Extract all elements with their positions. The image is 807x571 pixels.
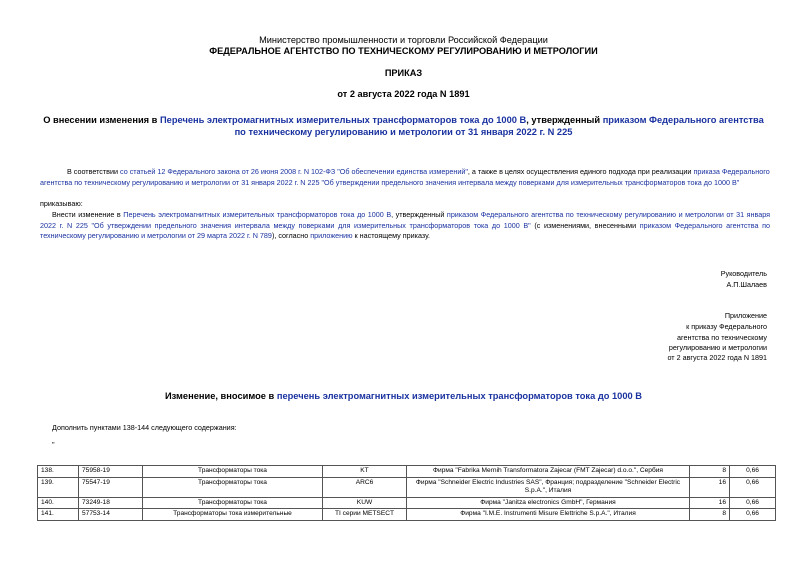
cell-reg: 75547-19 xyxy=(79,477,143,497)
cell-n: 141. xyxy=(38,509,79,521)
table-row xyxy=(38,509,776,521)
appendix-link[interactable]: приложению xyxy=(310,231,353,240)
cell-type: TI серии METSECT xyxy=(323,509,407,521)
signature-role: Руководитель xyxy=(720,269,767,278)
cell-accuracy: 0,66 xyxy=(730,509,776,521)
agency-name: ФЕДЕРАЛЬНОЕ АГЕНТСТВО ПО ТЕХНИЧЕСКОМУ РЕГУЛИРОВАНИЮ И МЕТРОЛОГИИ xyxy=(209,46,598,56)
cell-accuracy: 0,66 xyxy=(730,497,776,509)
supplement-text: Дополнить пунктами 138-144 следующего содержания: xyxy=(52,423,237,432)
signature-name: А.П.Шалаев xyxy=(726,280,767,289)
cell-reg: 75958-19 xyxy=(79,466,143,478)
preamble-paragraph xyxy=(40,167,770,188)
list-link[interactable]: Перечень электромагнитных измерительных трансформаторов тока до 1000 В xyxy=(123,210,392,219)
appendix-line-1: Приложение xyxy=(724,311,767,320)
order-paragraph xyxy=(40,210,770,242)
cell-name: Трансформаторы тока xyxy=(143,477,323,497)
cell-type: ARC6 xyxy=(323,477,407,497)
law-link[interactable]: со статьей 12 Федерального закона от 26 июня 2008 г. N 102-ФЗ "Об обеспечении единства измерений" xyxy=(120,167,468,176)
order-text: к настоящему приказу. xyxy=(352,231,430,240)
title-link-list[interactable]: Перечень электромагнитных измерительных трансформаторов тока до 1000 В xyxy=(159,115,527,125)
order-text: ), согласно xyxy=(271,231,311,240)
cell-interval: 16 xyxy=(690,477,730,497)
cell-name: Трансформаторы тока xyxy=(143,466,323,478)
cell-accuracy: 0,66 xyxy=(730,466,776,478)
appendix-line-2: к приказу Федерального xyxy=(686,322,767,331)
cell-maker: Фирма "Fabrika Mernih Transformatora Zajecar (FMT Zajecar) d.o.o.", Сербия xyxy=(407,466,690,478)
order-text: (с изменениями, внесенными xyxy=(530,220,640,230)
title-middle: , утвержденный xyxy=(526,115,603,125)
cell-interval: 8 xyxy=(690,509,730,521)
cell-n: 140. xyxy=(38,497,79,509)
change-title-prefix: Изменение, вносимое в xyxy=(164,391,277,401)
cell-maker: Фирма "I.M.E. Instrumenti Misure Elettriche S.p.A.", Италия xyxy=(407,509,690,521)
cell-interval: 16 xyxy=(690,497,730,509)
document-type: ПРИКАЗ xyxy=(384,68,423,78)
cell-n: 139. xyxy=(38,477,79,497)
cell-maker: Фирма "Schneider Electric Industries SAS", Франция; подразделение "Schneider Electric S.p.A.", Италия xyxy=(407,477,690,497)
order-text: Внести изменение в xyxy=(52,210,124,219)
order-text: , утвержденный xyxy=(391,210,447,219)
change-title-link[interactable]: перечень электромагнитных измерительных трансформаторов тока до 1000 В xyxy=(276,391,642,401)
appendix-line-4: регулированию и метрологии xyxy=(668,343,767,352)
appendix-line-3: агентства по техническому xyxy=(677,333,767,342)
transformers-table xyxy=(37,465,776,521)
change-title xyxy=(0,391,807,401)
preamble-text: В соответствии xyxy=(67,167,121,176)
appendix-line-5: от 2 августа 2022 года N 1891 xyxy=(667,353,767,362)
document-date: от 2 августа 2022 года N 1891 xyxy=(337,89,470,99)
title-prefix: О внесении изменения в xyxy=(43,115,160,125)
cell-name: Трансформаторы тока xyxy=(143,497,323,509)
order-789-link[interactable]: приказом Федерального агентства по техническому регулированию и метрологии от 29 марта 2022 г. N 789 xyxy=(40,220,770,240)
cell-name: Трансформаторы тока измерительные xyxy=(143,509,323,521)
order-link[interactable]: приказа Федерального агентства по техническому регулированию и метрологии от 31 января 2022 г. N 225 "Об утверждении предельного значения интервала между поверками для измерительных трансформаторов тока до 1000 В" xyxy=(40,167,770,187)
table-row xyxy=(38,497,776,509)
cell-accuracy: 0,66 xyxy=(730,477,776,497)
table-row xyxy=(38,466,776,478)
table-row xyxy=(38,477,776,497)
cell-type: KUW xyxy=(323,497,407,509)
document-title xyxy=(40,115,767,138)
cell-type: KT xyxy=(323,466,407,478)
cell-reg: 57753-14 xyxy=(79,509,143,521)
cell-n: 138. xyxy=(38,466,79,478)
preamble-text: , а также в целях осуществления единого подхода при реализации xyxy=(467,167,694,176)
title-link-order[interactable]: приказом Федерального агентства по техническому регулированию и метрологии от 31 января 2022 г. N 225 xyxy=(234,115,764,137)
cell-reg: 73249-18 xyxy=(79,497,143,509)
cell-interval: 8 xyxy=(690,466,730,478)
cell-maker: Фирма "Janitza electronics GmbH", Германия xyxy=(407,497,690,509)
quote-mark: " xyxy=(52,440,55,449)
ministry-name: Министерство промышленности и торговли Российской Федерации xyxy=(259,35,548,45)
order-225-link[interactable]: приказом Федерального агентства по техническому регулированию и метрологии от 31 января 2022 г. N 225 "Об утверждении предельного значения интервала между поверками для измерительных трансформаторов тока до 1000 В" xyxy=(40,210,770,230)
orders-word: приказываю: xyxy=(40,199,83,208)
